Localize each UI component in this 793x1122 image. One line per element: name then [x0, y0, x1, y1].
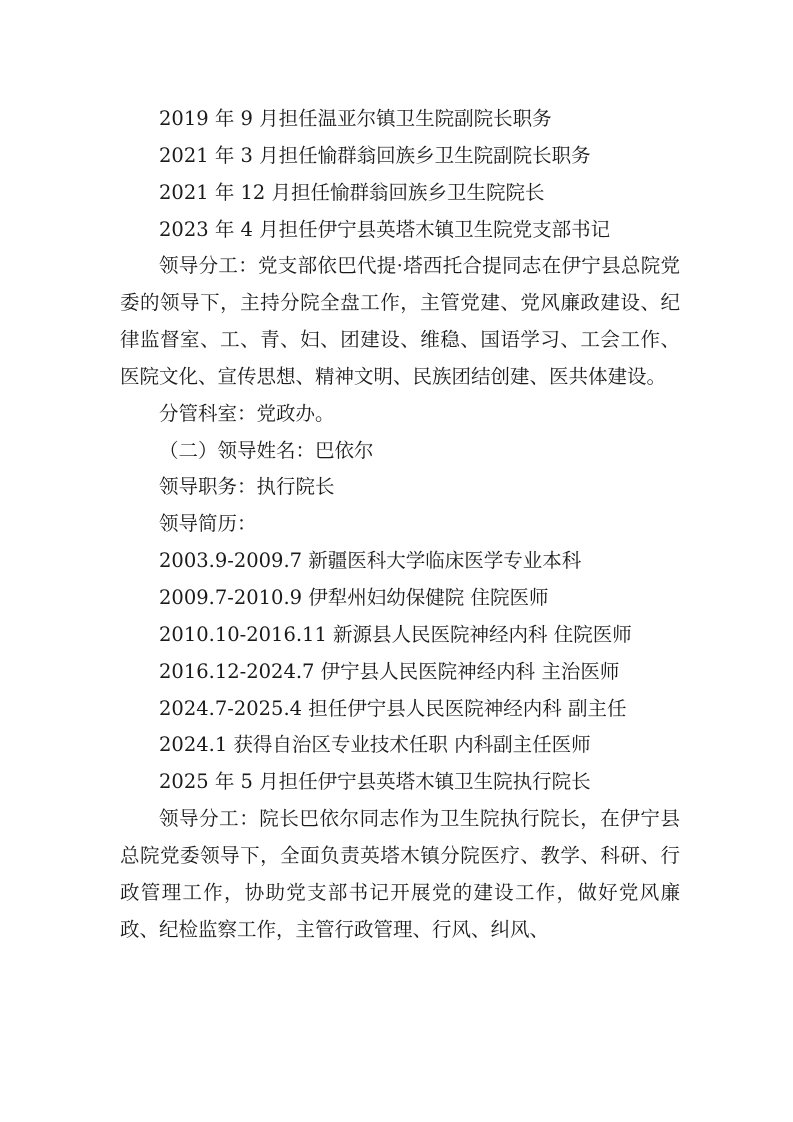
leader-2-position: 领导职务：执行院长	[159, 475, 335, 499]
resume-line-4: 2016.12-2024.7 伊宁县人民医院神经内科 主治医师	[159, 659, 620, 683]
leader-2-name: （二）领导姓名：巴依尔	[159, 438, 374, 462]
resume-line-2: 2009.7-2010.9 伊犁州妇幼保健院 住院医师	[159, 585, 549, 609]
duty-paragraph-2: 领导分工：院长巴依尔同志作为卫生院执行院长，在伊宁县总院党委领导下，全面负责英塔木镇分院医疗、教学、科研、行政管理工作，协助党支部书记开展党的建设工作，做好党风廉政、纪检监察工作，主管行政管理、行风、纠风、	[120, 807, 680, 941]
resume-line-5: 2024.7-2025.4 担任伊宁县人民医院神经内科 副主任	[159, 696, 627, 720]
managed-department: 分管科室：党政办。	[159, 401, 335, 425]
career-line-1: 2019 年 9 月担任温亚尔镇卫生院副院长职务	[159, 107, 552, 130]
career-line-4: 2023 年 4 月担任伊宁县英塔木镇卫生院党支部书记	[159, 217, 611, 241]
document-body	[120, 101, 680, 948]
duty-paragraph-1: 领导分工：党支部依巴代提·塔西托合提同志在伊宁县总院党委的领导下，主持分院全盘工作，主管党建、党风廉政建设、纪律监督室、工、青、妇、团建设、维稳、国语学习、工会工作、医院文化、宣传思想、精神文明、民族团结创建、医共体建设。	[120, 254, 680, 388]
resume-line-1: 2003.9-2009.7 新疆医科大学临床医学专业本科	[159, 549, 582, 573]
resume-line-7: 2025 年 5 月担任伊宁县英塔木镇卫生院执行院长	[159, 770, 591, 794]
career-line-3: 2021 年 12 月担任愉群翁回族乡卫生院院长	[159, 180, 545, 204]
leader-2-resume-label: 领导简历：	[159, 512, 257, 536]
resume-line-6: 2024.1 获得自治区专业技术任职 内科副主任医师	[159, 733, 591, 757]
career-line-2: 2021 年 3 月担任愉群翁回族乡卫生院副院长职务	[159, 143, 591, 167]
resume-line-3: 2010.10-2016.11 新源县人民医院神经内科 住院医师	[159, 622, 632, 646]
